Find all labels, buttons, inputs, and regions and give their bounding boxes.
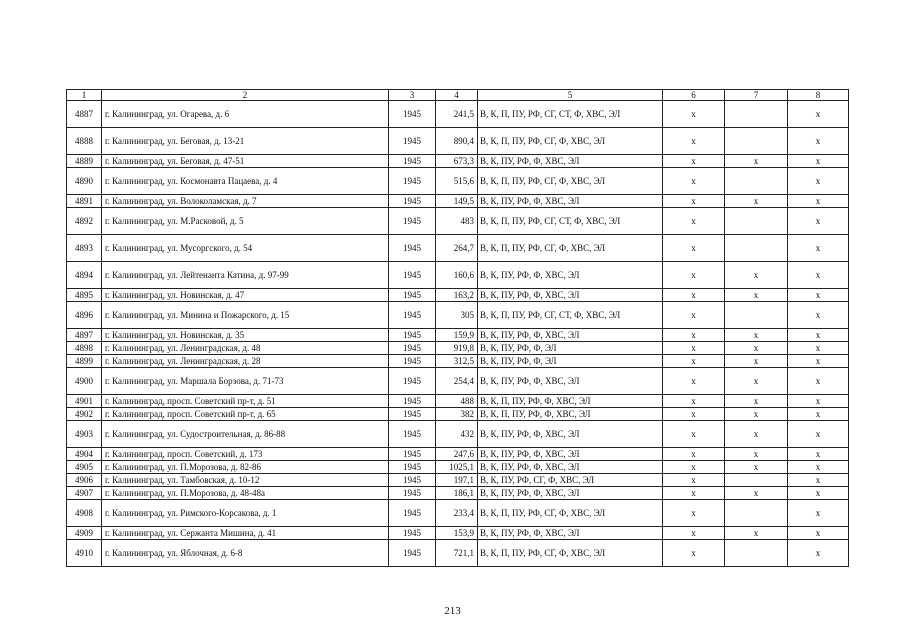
col6-mark-cell: х	[663, 368, 725, 395]
header-cell: 4	[436, 90, 478, 101]
area-cell: 721,1	[436, 540, 478, 567]
area-cell: 159,9	[436, 329, 478, 342]
col6-mark-cell: х	[663, 474, 725, 487]
col8-mark-cell: х	[788, 540, 849, 567]
year-cell: 1945	[389, 395, 436, 408]
col7-mark-cell: х	[725, 342, 788, 355]
col8-mark-cell: х	[788, 342, 849, 355]
table-row	[67, 421, 849, 448]
area-cell: 305	[436, 302, 478, 329]
col6-mark-cell: х	[663, 487, 725, 500]
col7-mark-cell	[725, 101, 788, 128]
systems-cell: В, К, ПУ, РФ, Ф, ХВС, ЭЛ	[478, 461, 663, 474]
table-row	[67, 235, 849, 262]
table-row	[67, 168, 849, 195]
table-row	[67, 487, 849, 500]
col7-mark-cell	[725, 208, 788, 235]
year-cell: 1945	[389, 448, 436, 461]
area-cell: 673,3	[436, 155, 478, 168]
address-cell: г. Калининград, ул. Огарева, д. 6	[102, 101, 389, 128]
header-cell: 3	[389, 90, 436, 101]
table-row	[67, 101, 849, 128]
col7-mark-cell: х	[725, 262, 788, 289]
area-cell: 153,9	[436, 527, 478, 540]
row-number-cell: 4895	[67, 289, 102, 302]
year-cell: 1945	[389, 195, 436, 208]
page-number: 213	[444, 605, 461, 617]
table-row	[67, 540, 849, 567]
systems-cell: В, К, ПУ, РФ, Ф, ХВС, ЭЛ	[478, 289, 663, 302]
address-cell: г. Калининград, ул. М.Расковой, д. 5	[102, 208, 389, 235]
header-cell: 5	[478, 90, 663, 101]
col8-mark-cell: х	[788, 421, 849, 448]
year-cell: 1945	[389, 155, 436, 168]
area-cell: 1025,1	[436, 461, 478, 474]
table-row	[67, 474, 849, 487]
col8-mark-cell: х	[788, 395, 849, 408]
col8-mark-cell: х	[788, 101, 849, 128]
col7-mark-cell: х	[725, 289, 788, 302]
table-row	[67, 262, 849, 289]
area-cell: 160,6	[436, 262, 478, 289]
table-row	[67, 155, 849, 168]
year-cell: 1945	[389, 168, 436, 195]
area-cell: 382	[436, 408, 478, 421]
systems-cell: В, К, ПУ, РФ, Ф, ХВС, ЭЛ	[478, 262, 663, 289]
col6-mark-cell: х	[663, 342, 725, 355]
row-number-cell: 4894	[67, 262, 102, 289]
header-cell: 8	[788, 90, 849, 101]
year-cell: 1945	[389, 421, 436, 448]
address-cell: г. Калининград, ул. П.Морозова, д. 82-86	[102, 461, 389, 474]
systems-cell: В, К, ПУ, РФ, Ф, ХВС, ЭЛ	[478, 329, 663, 342]
address-cell: г. Калининград, ул. Ленинградская, д. 48	[102, 342, 389, 355]
col7-mark-cell: х	[725, 395, 788, 408]
year-cell: 1945	[389, 540, 436, 567]
col8-mark-cell: х	[788, 355, 849, 368]
row-number-cell: 4905	[67, 461, 102, 474]
col8-mark-cell: х	[788, 168, 849, 195]
header-cell: 2	[102, 90, 389, 101]
address-cell: г. Калининград, ул. Беговая, д. 13-21	[102, 128, 389, 155]
col8-mark-cell: х	[788, 474, 849, 487]
row-number-cell: 4903	[67, 421, 102, 448]
col8-mark-cell: х	[788, 527, 849, 540]
year-cell: 1945	[389, 487, 436, 500]
col7-mark-cell: х	[725, 408, 788, 421]
year-cell: 1945	[389, 329, 436, 342]
address-cell: г. Калининград, ул. Яблочная, д. 6-8	[102, 540, 389, 567]
area-cell: 149,5	[436, 195, 478, 208]
year-cell: 1945	[389, 262, 436, 289]
row-number-cell: 4909	[67, 527, 102, 540]
address-cell: г. Калининград, ул. Судостроительная, д. 86-88	[102, 421, 389, 448]
header-cell: 1	[67, 90, 102, 101]
col6-mark-cell: х	[663, 461, 725, 474]
col6-mark-cell: х	[663, 329, 725, 342]
table-row	[67, 128, 849, 155]
area-cell: 241,5	[436, 101, 478, 128]
address-cell: г. Калининград, ул. П.Морозова, д. 48-48а	[102, 487, 389, 500]
table-header-row	[67, 90, 849, 101]
row-number-cell: 4888	[67, 128, 102, 155]
area-cell: 264,7	[436, 235, 478, 262]
col7-mark-cell: х	[725, 155, 788, 168]
table-row	[67, 461, 849, 474]
systems-cell: В, К, ПУ, РФ, Ф, ХВС, ЭЛ	[478, 368, 663, 395]
col6-mark-cell: х	[663, 289, 725, 302]
row-number-cell: 4890	[67, 168, 102, 195]
col8-mark-cell: х	[788, 235, 849, 262]
table-row	[67, 500, 849, 527]
col6-mark-cell: х	[663, 527, 725, 540]
col7-mark-cell: х	[725, 355, 788, 368]
table-row	[67, 368, 849, 395]
systems-cell: В, К, ПУ, РФ, Ф, ХВС, ЭЛ	[478, 487, 663, 500]
col8-mark-cell: х	[788, 500, 849, 527]
address-cell: г. Калининград, ул. Минина и Пожарского, д. 15	[102, 302, 389, 329]
address-cell: г. Калининград, ул. Лейтенанта Катина, д. 97-99	[102, 262, 389, 289]
row-number-cell: 4902	[67, 408, 102, 421]
col6-mark-cell: х	[663, 355, 725, 368]
address-cell: г. Калининград, просп. Советский пр-т, д. 51	[102, 395, 389, 408]
col8-mark-cell: х	[788, 208, 849, 235]
systems-cell: В, К, ПУ, РФ, Ф, ХВС, ЭЛ	[478, 155, 663, 168]
col8-mark-cell: х	[788, 302, 849, 329]
address-cell: г. Калининград, просп. Советский, д. 173	[102, 448, 389, 461]
col7-mark-cell	[725, 474, 788, 487]
col8-mark-cell: х	[788, 289, 849, 302]
row-number-cell: 4901	[67, 395, 102, 408]
systems-cell: В, К, П, ПУ, РФ, СГ, СТ, Ф, ХВС, ЭЛ	[478, 101, 663, 128]
table-row	[67, 448, 849, 461]
col6-mark-cell: х	[663, 500, 725, 527]
row-number-cell: 4910	[67, 540, 102, 567]
col6-mark-cell: х	[663, 395, 725, 408]
area-cell: 247,6	[436, 448, 478, 461]
area-cell: 312,5	[436, 355, 478, 368]
area-cell: 432	[436, 421, 478, 448]
year-cell: 1945	[389, 235, 436, 262]
systems-cell: В, К, П, ПУ, РФ, СГ, СТ, Ф, ХВС, ЭЛ	[478, 302, 663, 329]
col7-mark-cell: х	[725, 448, 788, 461]
row-number-cell: 4892	[67, 208, 102, 235]
address-cell: г. Калининград, ул. Тамбовская, д. 10-12	[102, 474, 389, 487]
row-number-cell: 4907	[67, 487, 102, 500]
col6-mark-cell: х	[663, 421, 725, 448]
area-cell: 890,4	[436, 128, 478, 155]
col7-mark-cell: х	[725, 527, 788, 540]
area-cell: 488	[436, 395, 478, 408]
table-row	[67, 289, 849, 302]
col7-mark-cell	[725, 168, 788, 195]
systems-cell: В, К, П, ПУ, РФ, Ф, ХВС, ЭЛ	[478, 395, 663, 408]
row-number-cell: 4889	[67, 155, 102, 168]
address-cell: г. Калининград, ул. Беговая, д. 47-51	[102, 155, 389, 168]
col8-mark-cell: х	[788, 487, 849, 500]
year-cell: 1945	[389, 368, 436, 395]
area-cell: 197,1	[436, 474, 478, 487]
year-cell: 1945	[389, 408, 436, 421]
row-number-cell: 4906	[67, 474, 102, 487]
col8-mark-cell: х	[788, 329, 849, 342]
address-cell: г. Калининград, ул. Маршала Борзова, д. 71-73	[102, 368, 389, 395]
row-number-cell: 4904	[67, 448, 102, 461]
table-row	[67, 329, 849, 342]
col6-mark-cell: х	[663, 540, 725, 567]
table-row	[67, 208, 849, 235]
row-number-cell: 4897	[67, 329, 102, 342]
systems-cell: В, К, П, ПУ, РФ, СГ, СТ, Ф, ХВС, ЭЛ	[478, 208, 663, 235]
systems-cell: В, К, ПУ, РФ, Ф, ХВС, ЭЛ	[478, 421, 663, 448]
systems-cell: В, К, П, ПУ, РФ, СГ, Ф, ХВС, ЭЛ	[478, 128, 663, 155]
table-row	[67, 355, 849, 368]
systems-cell: В, К, ПУ, РФ, Ф, ХВС, ЭЛ	[478, 527, 663, 540]
col8-mark-cell: х	[788, 461, 849, 474]
row-number-cell: 4896	[67, 302, 102, 329]
table-row	[67, 395, 849, 408]
systems-cell: В, К, П, ПУ, РФ, СГ, Ф, ХВС, ЭЛ	[478, 168, 663, 195]
header-cell: 6	[663, 90, 725, 101]
address-cell: г. Калининград, ул. Мусоргского, д. 54	[102, 235, 389, 262]
systems-cell: В, К, ПУ, РФ, Ф, ЭЛ	[478, 342, 663, 355]
table-row	[67, 302, 849, 329]
col6-mark-cell: х	[663, 128, 725, 155]
address-cell: г. Калининград, просп. Советский пр-т, д. 65	[102, 408, 389, 421]
year-cell: 1945	[389, 208, 436, 235]
col8-mark-cell: х	[788, 155, 849, 168]
col6-mark-cell: х	[663, 262, 725, 289]
col6-mark-cell: х	[663, 195, 725, 208]
col7-mark-cell	[725, 235, 788, 262]
year-cell: 1945	[389, 302, 436, 329]
col6-mark-cell: х	[663, 208, 725, 235]
address-cell: г. Калининград, ул. Римского-Корсакова, д. 1	[102, 500, 389, 527]
col6-mark-cell: х	[663, 168, 725, 195]
col7-mark-cell: х	[725, 487, 788, 500]
col7-mark-cell: х	[725, 195, 788, 208]
table-body	[67, 90, 849, 567]
address-cell: г. Калининград, ул. Космонавта Пацаева, д. 4	[102, 168, 389, 195]
systems-cell: В, К, ПУ, РФ, Ф, ХВС, ЭЛ	[478, 195, 663, 208]
systems-cell: В, К, П, ПУ, РФ, СГ, Ф, ХВС, ЭЛ	[478, 235, 663, 262]
year-cell: 1945	[389, 289, 436, 302]
col6-mark-cell: х	[663, 408, 725, 421]
address-cell: г. Калининград, ул. Новинская, д. 47	[102, 289, 389, 302]
col7-mark-cell	[725, 128, 788, 155]
area-cell: 233,4	[436, 500, 478, 527]
year-cell: 1945	[389, 342, 436, 355]
col7-mark-cell	[725, 540, 788, 567]
systems-cell: В, К, П, ПУ, РФ, СГ, Ф, ХВС, ЭЛ	[478, 540, 663, 567]
area-cell: 163,2	[436, 289, 478, 302]
year-cell: 1945	[389, 474, 436, 487]
row-number-cell: 4893	[67, 235, 102, 262]
col6-mark-cell: х	[663, 235, 725, 262]
address-cell: г. Калининград, ул. Новинская, д. 35	[102, 329, 389, 342]
table-row	[67, 195, 849, 208]
systems-cell: В, К, П, ПУ, РФ, СГ, Ф, ХВС, ЭЛ	[478, 500, 663, 527]
area-cell: 186,1	[436, 487, 478, 500]
col7-mark-cell	[725, 302, 788, 329]
systems-cell: В, К, ПУ, РФ, СГ, Ф, ХВС, ЭЛ	[478, 474, 663, 487]
row-number-cell: 4900	[67, 368, 102, 395]
row-number-cell: 4887	[67, 101, 102, 128]
col7-mark-cell: х	[725, 368, 788, 395]
col6-mark-cell: х	[663, 302, 725, 329]
systems-cell: В, К, П, ПУ, РФ, Ф, ХВС, ЭЛ	[478, 408, 663, 421]
col6-mark-cell: х	[663, 448, 725, 461]
systems-cell: В, К, ПУ, РФ, Ф, ЭЛ	[478, 355, 663, 368]
header-cell: 7	[725, 90, 788, 101]
col6-mark-cell: х	[663, 101, 725, 128]
year-cell: 1945	[389, 128, 436, 155]
col7-mark-cell	[725, 500, 788, 527]
row-number-cell: 4908	[67, 500, 102, 527]
table-row	[67, 342, 849, 355]
area-cell: 483	[436, 208, 478, 235]
row-number-cell: 4899	[67, 355, 102, 368]
table-row	[67, 527, 849, 540]
col8-mark-cell: х	[788, 368, 849, 395]
area-cell: 254,4	[436, 368, 478, 395]
year-cell: 1945	[389, 500, 436, 527]
col8-mark-cell: х	[788, 448, 849, 461]
col7-mark-cell: х	[725, 421, 788, 448]
table-row	[67, 408, 849, 421]
year-cell: 1945	[389, 101, 436, 128]
col8-mark-cell: х	[788, 408, 849, 421]
year-cell: 1945	[389, 527, 436, 540]
address-cell: г. Калининград, ул. Волоколамская, д. 7	[102, 195, 389, 208]
systems-cell: В, К, ПУ, РФ, Ф, ХВС, ЭЛ	[478, 448, 663, 461]
col8-mark-cell: х	[788, 128, 849, 155]
address-cell: г. Калининград, ул. Ленинградская, д. 28	[102, 355, 389, 368]
area-cell: 919,8	[436, 342, 478, 355]
col8-mark-cell: х	[788, 195, 849, 208]
row-number-cell: 4898	[67, 342, 102, 355]
address-cell: г. Калининград, ул. Сержанта Мишина, д. 41	[102, 527, 389, 540]
year-cell: 1945	[389, 355, 436, 368]
col7-mark-cell: х	[725, 461, 788, 474]
col8-mark-cell: х	[788, 262, 849, 289]
col6-mark-cell: х	[663, 155, 725, 168]
row-number-cell: 4891	[67, 195, 102, 208]
year-cell: 1945	[389, 461, 436, 474]
area-cell: 515,6	[436, 168, 478, 195]
housing-table	[66, 89, 849, 567]
col7-mark-cell: х	[725, 329, 788, 342]
